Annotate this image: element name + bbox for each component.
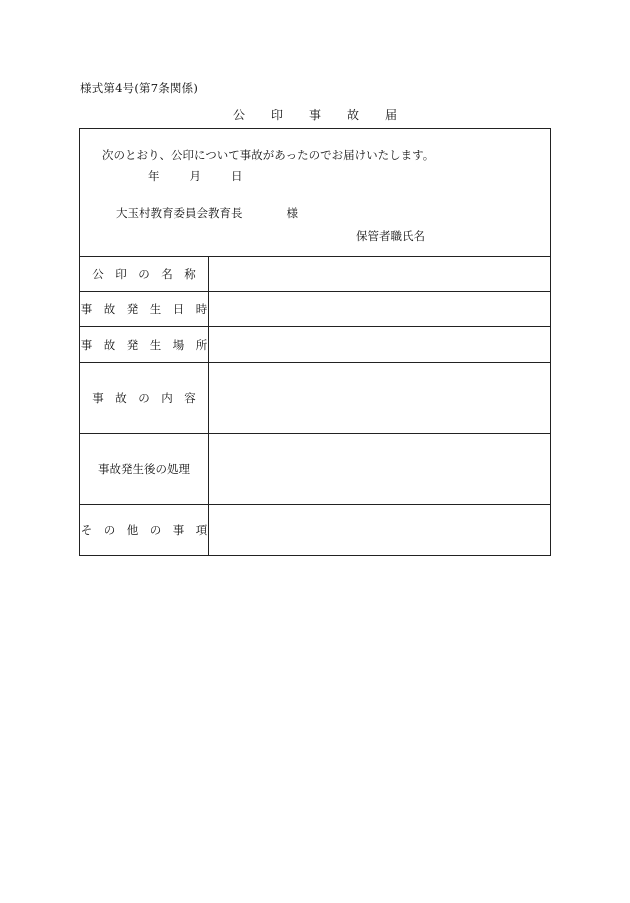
row-label-incident-details: 事 故 の 内 容 xyxy=(80,363,209,433)
title-char: 届 xyxy=(385,108,398,122)
form-table xyxy=(79,128,551,556)
row-label-incident-datetime: 事 故 発 生 日 時 xyxy=(80,292,209,326)
year-label: 年 xyxy=(148,169,160,183)
form-header-section xyxy=(80,129,550,257)
date-line[interactable] xyxy=(148,168,243,184)
title-char: 故 xyxy=(347,108,360,122)
incident-details-field[interactable] xyxy=(209,363,550,433)
row-label-post-incident-handling: 事故発生後の処理 xyxy=(80,434,209,504)
row-label-incident-location: 事 故 発 生 場 所 xyxy=(80,327,209,362)
table-row xyxy=(80,505,550,555)
row-label-other-matters: そ の 他 の 事 項 xyxy=(80,505,209,555)
seal-name-field[interactable] xyxy=(209,256,550,291)
table-row xyxy=(80,292,550,327)
title-char: 公 xyxy=(232,108,245,122)
table-row xyxy=(80,327,550,363)
post-incident-handling-field[interactable] xyxy=(209,434,550,504)
month-label: 月 xyxy=(189,169,201,183)
table-row xyxy=(80,256,550,292)
row-label-seal-name: 公 印 の 名 称 xyxy=(80,256,209,291)
document-title xyxy=(0,106,630,123)
incident-datetime-field[interactable] xyxy=(209,292,550,326)
custodian-label: 保管者職氏名 xyxy=(356,229,425,243)
statement-text: 次のとおり、公印について事故があったのでお届けいたします。 xyxy=(102,148,435,162)
title-char: 印 xyxy=(270,108,283,122)
day-label: 日 xyxy=(231,169,243,183)
form-number-label: 様式第4号(第7条関係) xyxy=(80,81,199,95)
incident-location-field[interactable] xyxy=(209,327,550,362)
addressee-name: 大玉村教育委員会教育長 xyxy=(116,206,243,220)
addressee-honorific: 様 xyxy=(286,206,298,220)
table-row xyxy=(80,434,550,505)
addressee-line xyxy=(116,205,298,221)
title-char: 事 xyxy=(308,108,321,122)
other-matters-field[interactable] xyxy=(209,505,550,555)
table-row xyxy=(80,363,550,434)
